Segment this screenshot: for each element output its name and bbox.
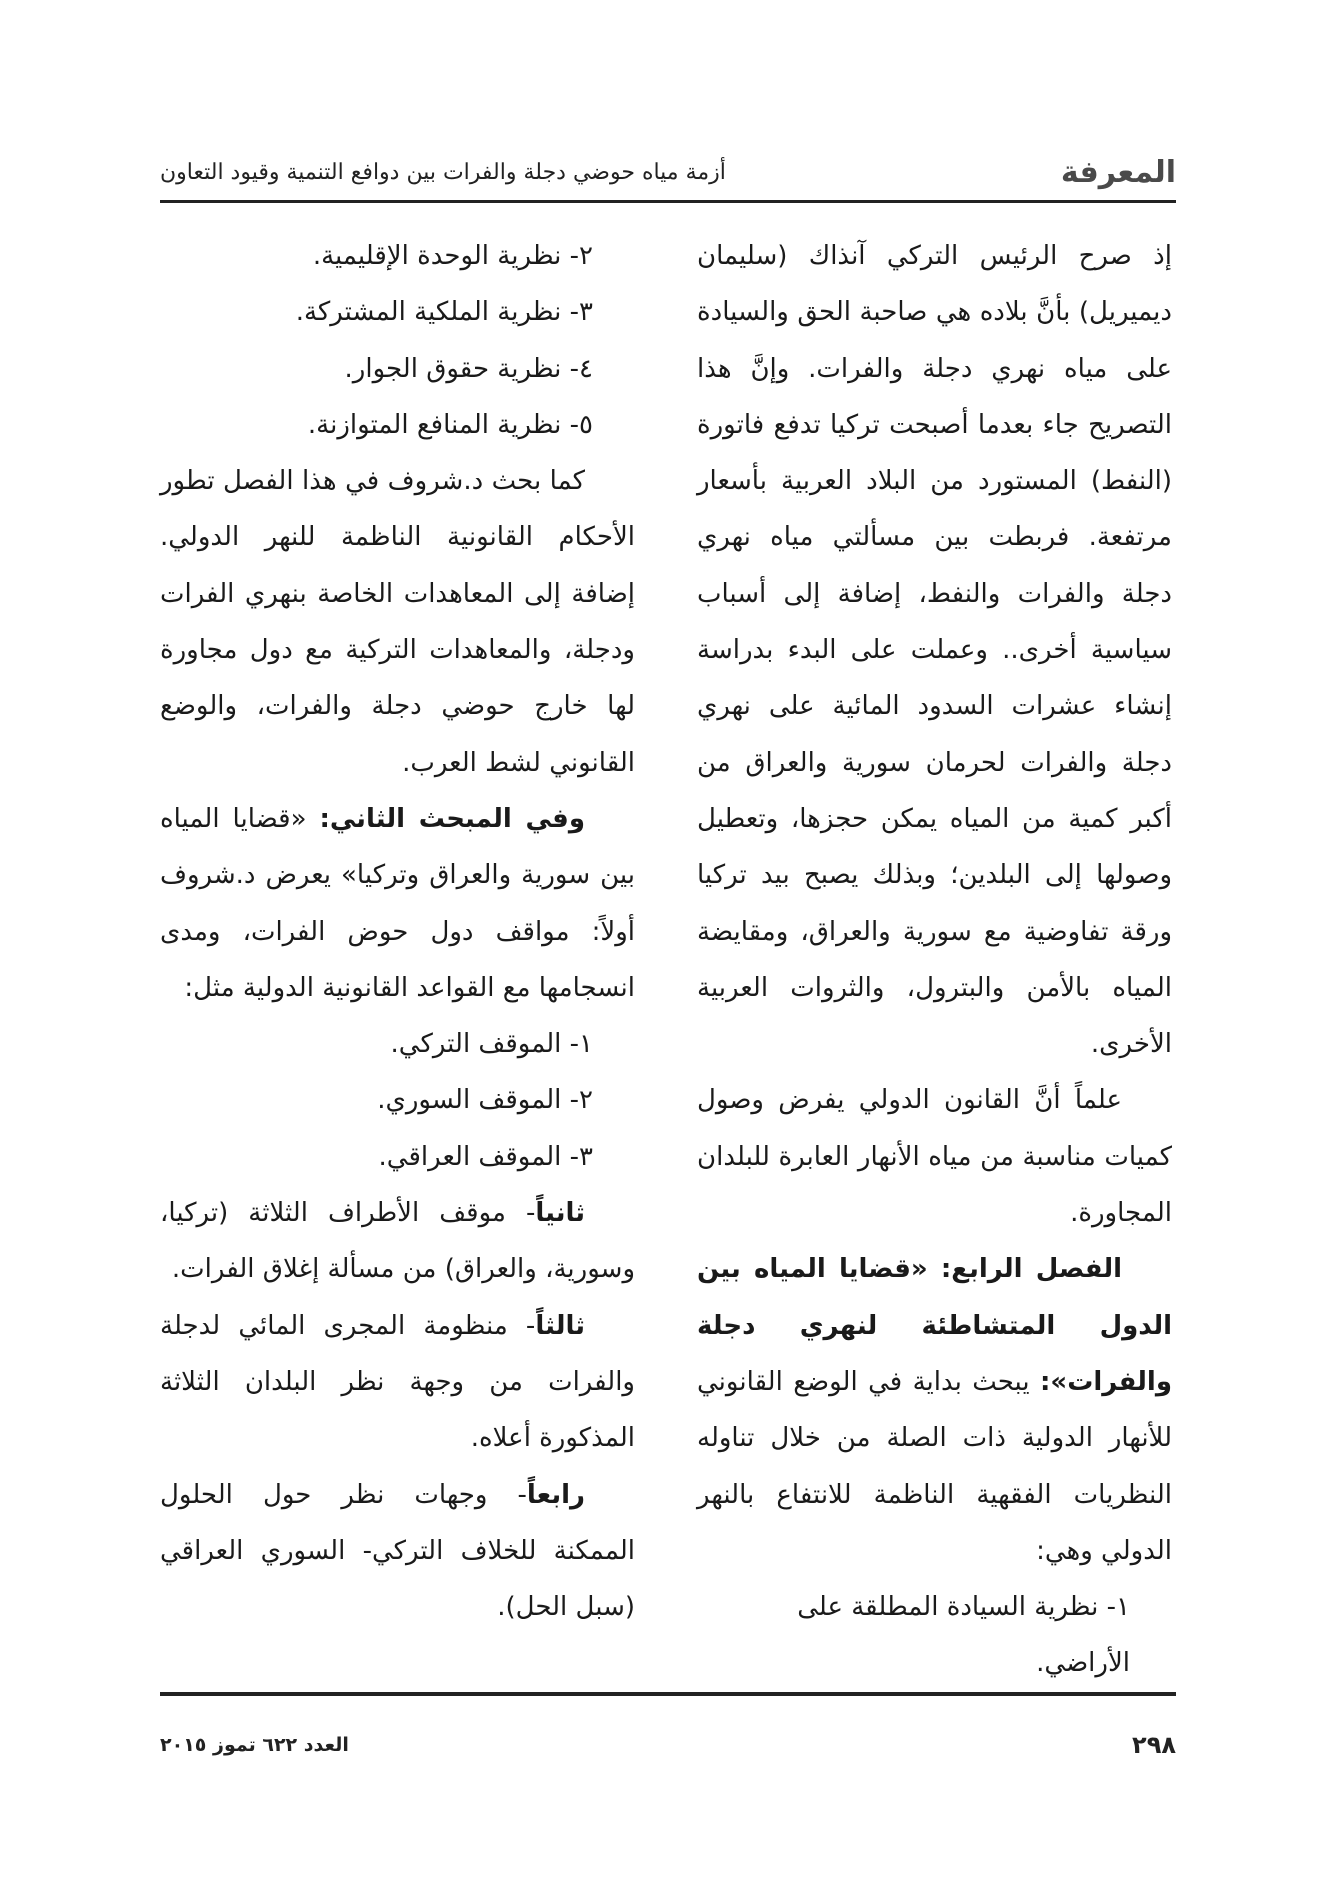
issue-info: العدد ٦٢٢ تموز ٢٠١٥: [160, 1734, 349, 1756]
paragraph-text: - وجهات نظر حول الحلول الممكنة للخلاف التركي- السوري العراقي (سبل الحل).: [160, 1479, 635, 1623]
list-item: ١- الموقف التركي.: [390, 1029, 593, 1060]
paragraph-lead: ثالثاً: [535, 1310, 585, 1341]
list-item: ٥- نظرية المنافع المتوازنة.: [307, 409, 593, 440]
list-item: ٢- الموقف السوري.: [377, 1085, 593, 1116]
list-item: ٤- نظرية حقوق الجوار.: [344, 353, 593, 384]
paragraph: [160, 1467, 635, 1636]
paragraph-lead: ثانياً: [535, 1198, 585, 1229]
list-item: ٣- الموقف العراقي.: [378, 1141, 593, 1172]
paragraph-text: «قضايا المياه بين سورية والعراق وتركيا» يعرض د.شروف أولاً: مواقف دول حوض الفرات، ومدى انسجامها مع القواعد القانونية الدولية مثل:: [160, 803, 635, 1003]
header-rule: [160, 200, 1176, 203]
paragraph: [697, 1241, 1172, 1579]
page-number: ٢٩٨: [1132, 1731, 1176, 1759]
list-item: ١- نظرية السيادة المطلقة على الأراضي.: [797, 1592, 1130, 1679]
paragraph: علماً أنَّ القانون الدولي يفرض وصول كميات مناسبة من مياه الأنهار العابرة للبلدان المجاورة.: [697, 1085, 1172, 1229]
paragraph-text: يبحث بداية في الوضع القانوني للأنهار الدولية ذات الصلة من خلال تناوله النظريات الفقهية الناظمة للانتفاع بالنهر الدولي وهي:: [697, 1366, 1172, 1566]
paragraph-text: - منظومة المجرى المائي لدجلة والفرات من وجهة نظر البلدان الثلاثة المذكورة أعلاه.: [160, 1310, 635, 1454]
list-item: ٣- نظرية الملكية المشتركة.: [295, 297, 593, 328]
list-item: ٢- نظرية الوحدة الإقليمية.: [312, 241, 593, 271]
running-title: أزمة مياه حوضي دجلة والفرات بين دوافع التنمية وقيود التعاون: [160, 159, 726, 185]
left-column: [160, 228, 635, 1635]
paragraph: [160, 1298, 635, 1467]
paragraph: [160, 791, 635, 1016]
paragraph: كما بحث د.شروف في هذا الفصل تطور الأحكام القانونية الناظمة للنهر الدولي. إضافة إلى المعاهدات الخاصة بنهري الفرات ودجلة، والمعاهدات التركية مع دول مجاورة لها خارج حوضي دجلة والفرات، والوضع القانوني لشط العرب.: [160, 466, 635, 778]
paragraph-lead: وفي المبحث الثاني:: [319, 803, 585, 834]
paragraph-lead: الفصل الرابع: «قضايا المياه بين الدول المتشاطئة لنهري دجلة والفرات»:: [697, 1254, 1172, 1397]
magazine-logo: المعرفة: [1060, 154, 1176, 190]
page-header: [160, 152, 1176, 192]
paragraph-lead: رابعاً: [526, 1479, 585, 1510]
right-column: [697, 228, 1172, 1692]
footer-rule: [160, 1692, 1176, 1696]
paragraph: إذ صرح الرئيس التركي آنذاك (سليمان ديميريل) بأنَّ بلاده هي صاحبة الحق والسيادة على مياه نهري دجلة والفرات. وإنَّ هذا التصريح جاء بعدما أصبحت تركيا تدفع فاتورة (النفط) المستورد من البلاد العربية بأسعار مرتفعة. فربطت بين مسألتي مياه نهري دجلة والفرات والنفط، إضافة إلى أسباب سياسية أخرى.. وعملت على البدء بدراسة إنشاء عشرات السدود المائية على نهري دجلة والفرات لحرمان سورية والعراق من أكبر كمية من المياه يمكن حجزها، وتعطيل وصولها إلى البلدين؛ وبذلك يصبح بيد تركيا ورقة تفاوضية مع سورية والعراق، ومقايضة المياه بالأمن والبترول، والثروات العربية الأخرى.: [697, 241, 1172, 1060]
page-footer: [160, 1725, 1176, 1765]
paragraph: [160, 1185, 635, 1298]
paragraph-text: - موقف الأطراف الثلاثة (تركيا، وسورية، والعراق) من مسألة إغلاق الفرات.: [160, 1198, 635, 1285]
